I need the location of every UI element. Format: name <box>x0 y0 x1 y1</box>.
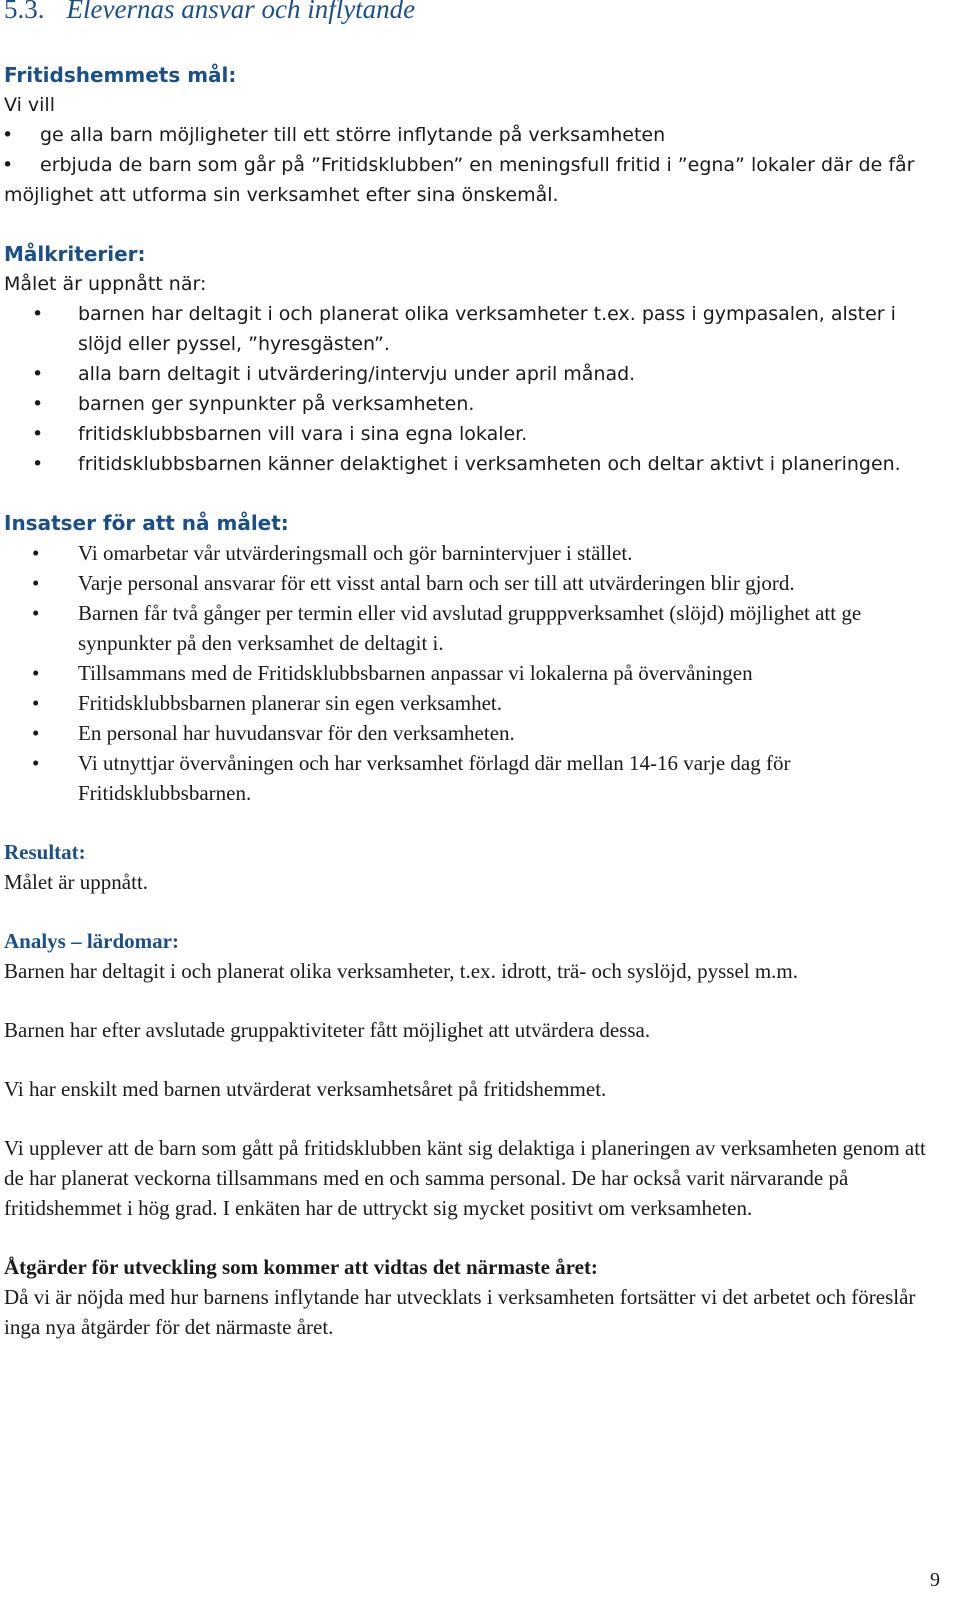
analysis-heading: Analys – lärdomar: <box>4 929 179 953</box>
document-page <box>4 0 944 1342</box>
list-item: • En personal har huvudansvar för den verksamheten. <box>4 718 944 748</box>
bullet-icon: • <box>32 721 40 745</box>
analysis-paragraph: Vi upplever att de barn som gått på fritidsklubben känt sig delaktiga i planeringen av verksamheten genom att de har planerat veckorna tillsammans med en och samma personal. De har också varit närvarande på fritidshemmet i hög grad. I enkäten har de uttryckt sig mycket positivt om verksamheten. <box>4 1136 926 1220</box>
list-item: • ge alla barn möjligheter till ett större inflytande på verksamheten <box>4 120 944 150</box>
list-item: • Vi omarbetar vår utvärderingsmall och gör barnintervjuer i stället. <box>4 538 944 568</box>
list-item: • barnen ger synpunkter på verksamheten. <box>4 389 944 419</box>
list-item: • fritidsklubbsbarnen känner delaktighet i verksamheten och deltar aktivt i planeringen. <box>4 449 944 479</box>
bullet-icon: • <box>32 661 40 685</box>
list-item: • erbjuda de barn som går på ”Fritidsklubben” en meningsfull fritid i ”egna” lokaler där de får möjlighet att utforma sin verksamhet efter sina önskemål. <box>4 150 944 210</box>
list-item: • fritidsklubbsbarnen vill vara i sina egna lokaler. <box>4 419 944 449</box>
measures-text: Då vi är nöjda med hur barnens inflytande har utvecklats i verksamheten fortsätter vi det arbetet och föreslår inga nya åtgärder för det närmaste året. <box>4 1285 916 1339</box>
list-item: • alla barn deltagit i utvärdering/intervju under april månad. <box>4 359 944 389</box>
page-number: 9 <box>930 1569 940 1591</box>
measures-heading: Åtgärder för utveckling som kommer att vidtas det närmaste året: <box>4 1255 598 1279</box>
bullet-icon: • <box>32 303 44 325</box>
bullet-icon: • <box>2 154 14 176</box>
measures-section <box>4 1252 944 1342</box>
page-title <box>4 0 944 24</box>
bullet-icon: • <box>32 453 44 475</box>
list-item: • barnen har deltagit i och planerat olika verksamheter t.ex. pass i gympasalen, alster i slöjd eller pyssel, ”hyresgästen”. <box>4 299 944 359</box>
result-text: Målet är uppnått. <box>4 870 149 894</box>
result-section <box>4 837 944 897</box>
bullet-icon: • <box>2 124 14 146</box>
bullet-icon: • <box>32 751 40 775</box>
list-item: • Barnen får två gånger per termin eller vid avslutad grupppverksamhet (slöjd) möjlighet att ge synpunkter på den verksamhet de deltagit i. <box>4 598 944 658</box>
analysis-paragraph: Barnen har efter avslutade gruppaktiviteter fått möjlighet att utvärdera dessa. <box>4 1018 651 1042</box>
goal-section <box>4 60 944 210</box>
list-item: • Vi utnyttjar övervåningen och har verksamhet förlagd där mellan 14-16 varje dag för Fritidsklubbsbarnen. <box>4 748 944 808</box>
criteria-section <box>4 239 944 479</box>
list-item: • Fritidsklubbsbarnen planerar sin egen verksamhet. <box>4 688 944 718</box>
bullet-icon: • <box>32 423 44 445</box>
bullet-icon: • <box>32 571 40 595</box>
criteria-heading: Målkriterier: <box>4 242 146 266</box>
goal-heading: Fritidshemmets mål: <box>4 63 237 87</box>
section-number: 5.3. <box>4 0 45 24</box>
list-item: • Tillsammans med de Fritidsklubbsbarnen anpassar vi lokalerna på övervåningen <box>4 658 944 688</box>
bullet-icon: • <box>32 363 44 385</box>
analysis-paragraph: Vi har enskilt med barnen utvärderat verksamhetsåret på fritidshemmet. <box>4 1077 607 1101</box>
goal-list <box>4 120 944 210</box>
criteria-intro: Målet är uppnått när: <box>4 273 207 295</box>
actions-heading: Insatser för att nå målet: <box>4 511 289 535</box>
bullet-icon: • <box>32 393 44 415</box>
section-title-text: Elevernas ansvar och inflytande <box>66 0 416 24</box>
criteria-list <box>4 299 944 479</box>
bullet-icon: • <box>32 541 40 565</box>
bullet-icon: • <box>32 601 40 625</box>
analysis-section <box>4 926 944 1223</box>
list-item: • Varje personal ansvarar för ett visst antal barn och ser till att utvärderingen blir gjord. <box>4 568 944 598</box>
goal-intro: Vi vill <box>4 94 55 116</box>
analysis-paragraph: Barnen har deltagit i och planerat olika verksamheter, t.ex. idrott, trä- och syslöjd, pyssel m.m. <box>4 959 799 983</box>
bullet-icon: • <box>32 691 40 715</box>
result-heading: Resultat: <box>4 840 86 864</box>
actions-section <box>4 508 944 808</box>
actions-list <box>4 538 944 808</box>
